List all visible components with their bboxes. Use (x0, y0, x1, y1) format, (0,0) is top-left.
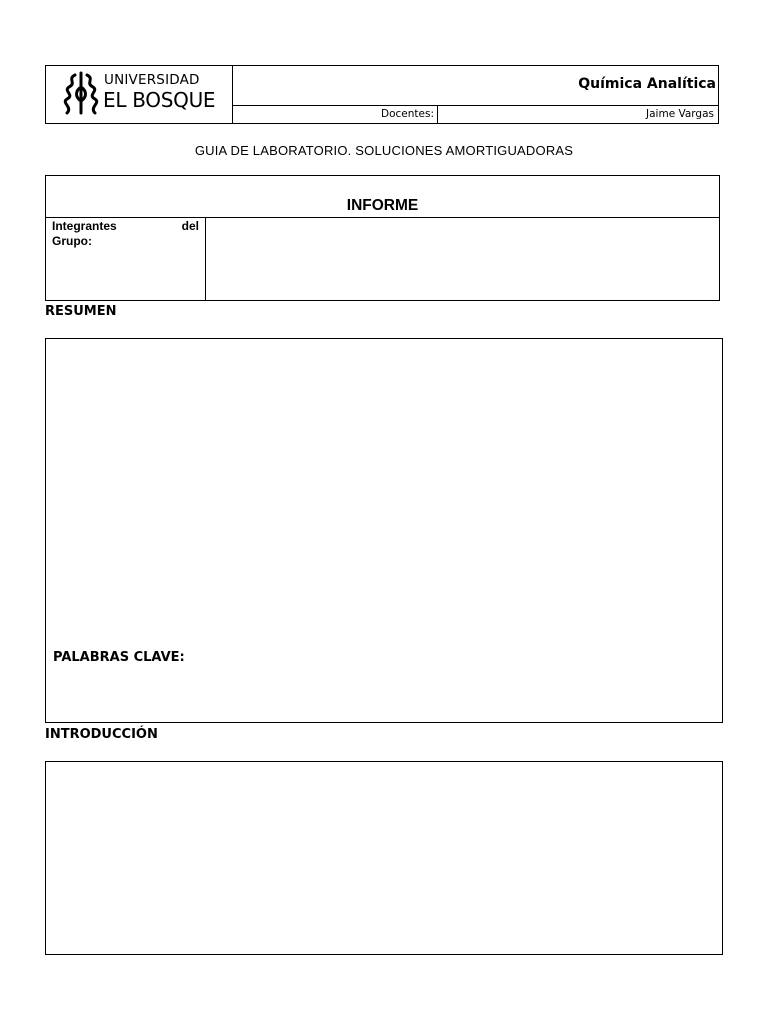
document-title: GUIA DE LABORATORIO. SOLUCIONES AMORTIGUADORAS (194, 143, 574, 158)
logo-text-university: UNIVERSIDAD (104, 72, 200, 88)
logo-text-name: EL BOSQUE (103, 88, 216, 112)
university-emblem-icon (61, 69, 101, 117)
informe-title: INFORME (346, 197, 419, 214)
docente-name: Jaime Vargas (646, 108, 714, 120)
subject-title: Química Analítica (578, 76, 716, 92)
informe-table (45, 175, 720, 301)
grupo-label: Grupo: (52, 234, 92, 248)
header-row-divider (232, 105, 719, 106)
integrantes-label: Integrantes del (52, 219, 199, 233)
docentes-label: Docentes: (381, 108, 434, 120)
resumen-heading: RESUMEN (45, 304, 117, 319)
informe-row-divider (45, 217, 720, 218)
informe-col-divider (205, 217, 206, 301)
introduccion-heading: INTRODUCCIÓN (45, 727, 158, 742)
header-col-divider (437, 105, 438, 124)
keywords-label: PALABRAS CLAVE: (53, 650, 185, 665)
introduccion-box (45, 761, 723, 955)
resumen-box (45, 338, 723, 723)
